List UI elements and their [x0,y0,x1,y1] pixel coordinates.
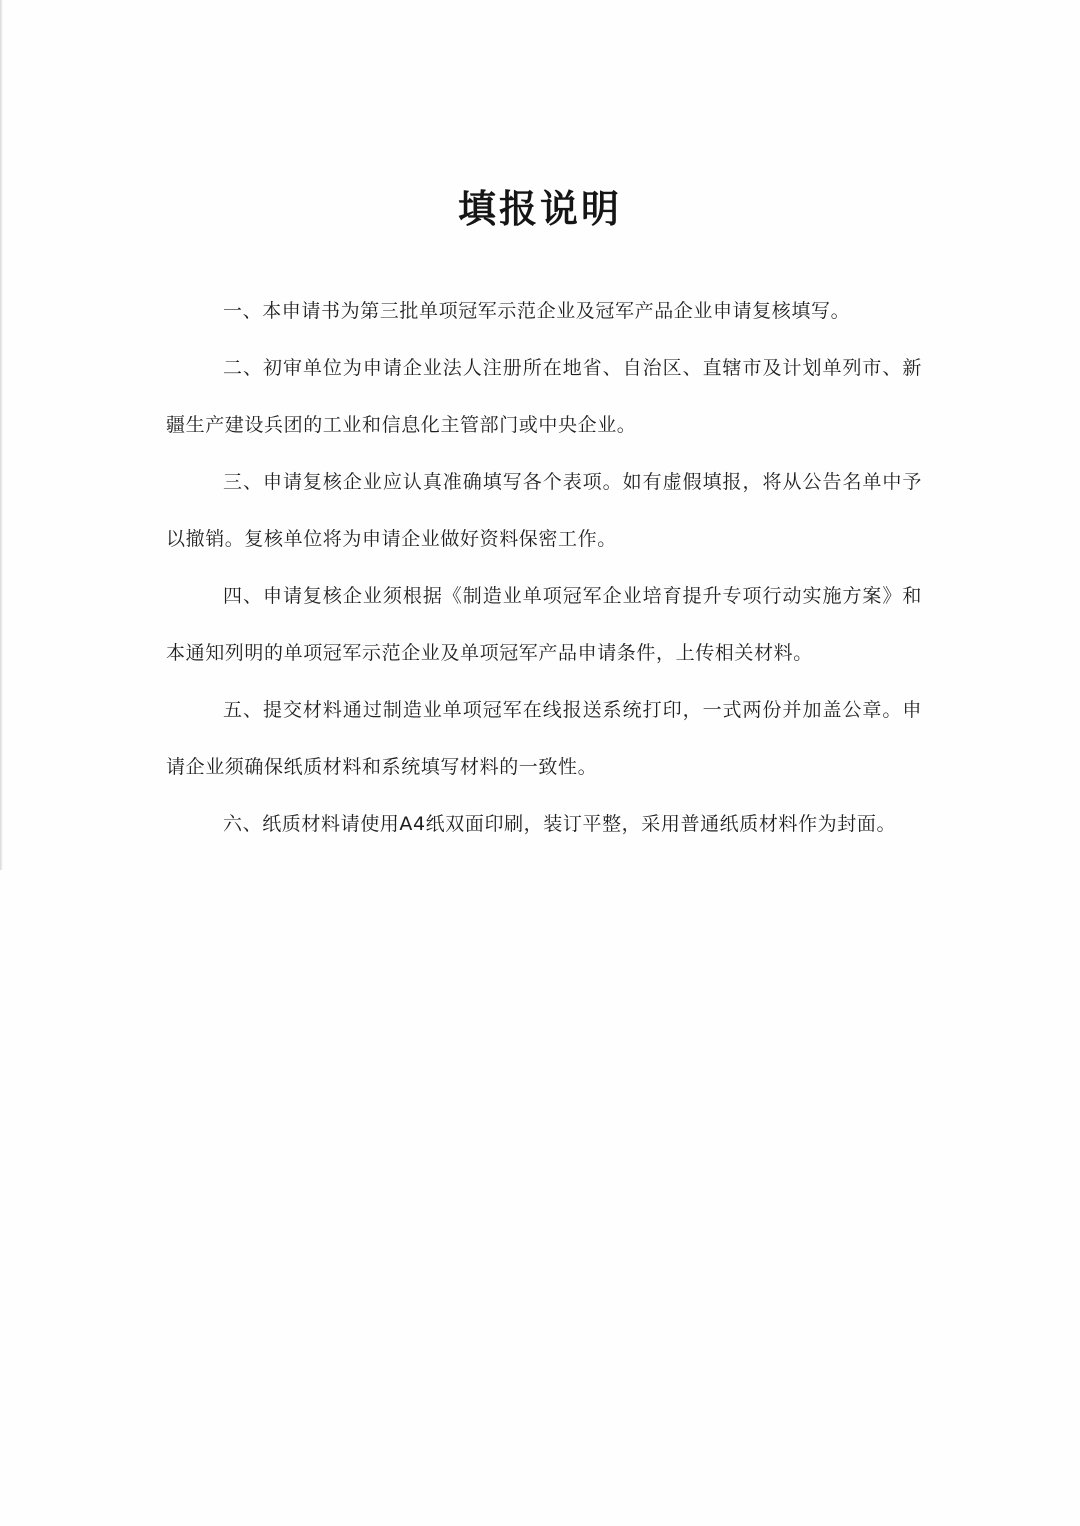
instruction-paragraph-3: 三、申请复核企业应认真准确填写各个表项。如有虚假填报，将从公告名单中予以撤销。复核单位将为申请企业做好资料保密工作。 [166,471,922,550]
instruction-paragraph-6: 六、纸质材料请使用A4纸双面印刷，装订平整，采用普通纸质材料作为封面。 [223,813,897,835]
instruction-paragraph-1: 一、本申请书为第三批单项冠军示范企业及冠军产品企业申请复核填写。 [223,300,851,322]
instructions-body [166,283,922,853]
scan-edge-shadow [0,0,3,870]
instruction-paragraph-5: 五、提交材料通过制造业单项冠军在线报送系统打印，一式两份并加盖公章。申请企业须确保纸质材料和系统填写材料的一致性。 [166,699,922,778]
instruction-paragraph-2: 二、初审单位为申请企业法人注册所在地省、自治区、直辖市及计划单列市、新疆生产建设兵团的工业和信息化主管部门或中央企业。 [166,357,922,436]
instruction-paragraph-4: 四、申请复核企业须根据《制造业单项冠军企业培育提升专项行动实施方案》和本通知列明的单项冠军示范企业及单项冠军产品申请条件，上传相关材料。 [166,585,922,664]
page-title: 填报说明 [457,187,622,231]
